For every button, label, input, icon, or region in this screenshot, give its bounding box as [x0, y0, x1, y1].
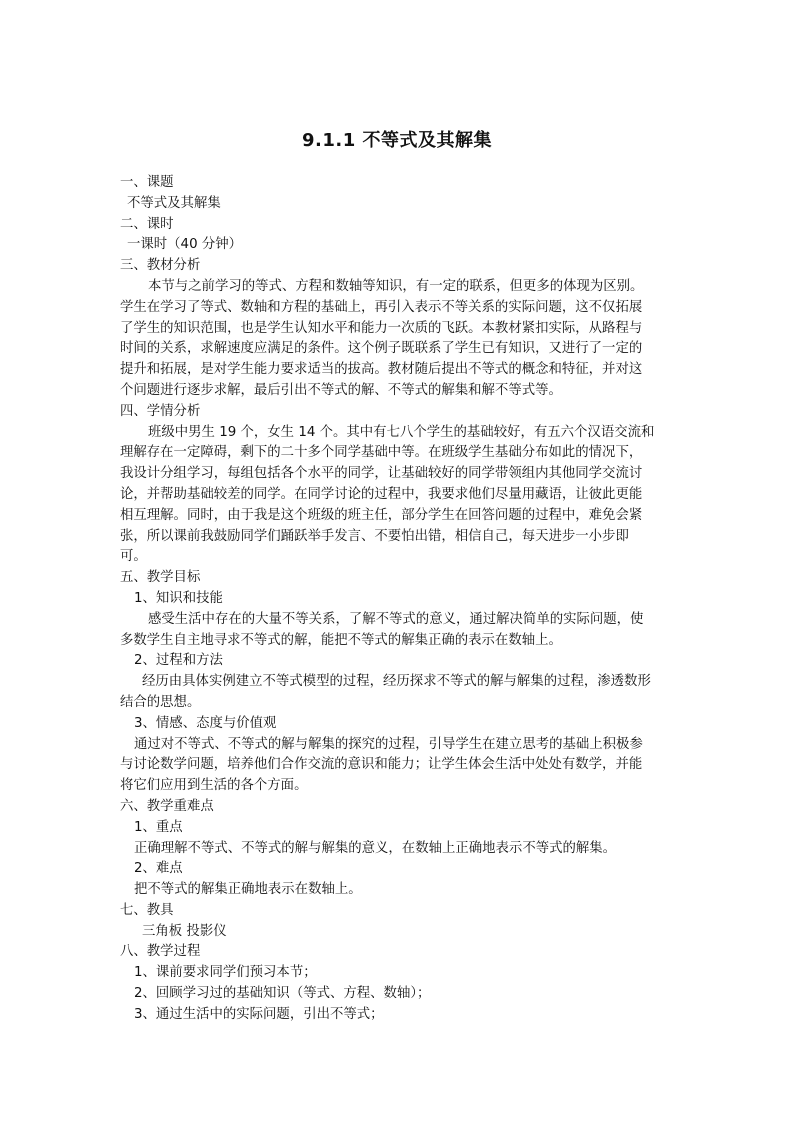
section-heading-objectives: 五、教学目标 — [120, 570, 201, 586]
paragraph-line: 理解存在一定障碍，剩下的二十多个同学基础中等。在班级学生基础分布如此的情况下， — [120, 445, 643, 461]
section-heading-textbook-analysis: 三、教材分析 — [120, 258, 201, 274]
paragraph-line: 班级中男生 19 个，女生 14 个。其中有七八个学生的基础较好，有五六个汉语交流和 — [148, 424, 655, 440]
section-heading-duration: 二、课时 — [120, 216, 174, 232]
paragraph-line: 本节与之前学习的等式、方程和数轴等知识，有一定的联系，但更多的体现为区别。 — [148, 278, 644, 294]
paragraph-line: 通过对不等式、不等式的解与解集的探究的过程，引导学生在建立思考的基础上积极参 — [134, 736, 643, 752]
paragraph-line: 将它们应用到生活的各个方面。 — [120, 778, 308, 794]
paragraph-line: 学生在学习了等式、数轴和方程的基础上，再引入表示不等关系的实际问题，这不仅拓展 — [120, 299, 643, 315]
paragraph-line: 多数学生自主地寻求不等式的解，能把不等式的解集正确的表示在数轴上。 — [120, 632, 562, 648]
section-heading-key-points: 六、教学重难点 — [120, 798, 214, 814]
paragraph-line: 把不等式的解集正确地表示在数轴上。 — [134, 882, 362, 898]
paragraph-line: 感受生活中存在的大量不等关系，了解不等式的意义，通过解决简单的实际问题，使 — [148, 611, 644, 627]
subheading-attitudes-values: 3、情感、态度与价值观 — [134, 715, 277, 731]
subheading-knowledge-skills: 1、知识和技能 — [134, 590, 223, 606]
paragraph-line: 与讨论数学问题，培养他们合作交流的意识和能力；让学生体会生活中处处有数学，并能 — [120, 757, 643, 773]
paragraph-line: 张，所以课前我鼓励同学们踊跃举手发言、不要怕出错，相信自己，每天进步一小步即 — [120, 528, 629, 544]
document-body — [120, 173, 672, 1026]
duration-text: 一课时（40 分钟） — [127, 237, 243, 253]
subheading-difficulty: 2、难点 — [134, 861, 183, 877]
paragraph-line: 正确理解不等式、不等式的解与解集的意义，在数轴上正确地表示不等式的解集。 — [134, 840, 617, 856]
paragraph-line: 时间的关系，求解速度应满足的条件。这个例子既联系了学生已有知识，又进行了一定的 — [120, 341, 643, 357]
list-item: 1、课前要求同学们预习本节； — [134, 965, 317, 981]
paragraph-line: 结合的思想。 — [120, 694, 201, 710]
paragraph-line: 经历由具体实例建立不等式模型的过程，经历探求不等式的解与解集的过程，渗透数形 — [142, 674, 651, 690]
topic-text: 不等式及其解集 — [127, 195, 221, 211]
paragraph-line: 个问题进行逐步求解，最后引出不等式的解、不等式的解集和解不等式等。 — [120, 382, 562, 398]
subheading-process-methods: 2、过程和方法 — [134, 653, 223, 669]
paragraph-line: 可。 — [120, 549, 147, 565]
section-heading-topic: 一、课题 — [120, 175, 174, 190]
paragraph-line: 相互理解。同时，由于我是这个班级的班主任，部分学生在回答问题的过程中，难免会紧 — [120, 507, 643, 523]
paragraph-line: 了学生的知识范围，也是学生认知水平和能力一次质的飞跃。本教材紧扣实际，从路程与 — [120, 320, 643, 336]
subheading-focus: 1、重点 — [134, 819, 183, 835]
section-heading-teaching-aids: 七、教具 — [120, 902, 174, 918]
paragraph-line: 论，并帮助基础较差的同学。在同学讨论的过程中，我要求他们尽量用藏语，让彼此更能 — [120, 486, 643, 502]
teaching-aids-text: 三角板 投影仪 — [142, 923, 227, 939]
paragraph-line: 提升和拓展，是对学生能力要求适当的拔高。教材随后提出不等式的概念和特征，并对这 — [120, 362, 643, 378]
list-item: 3、通过生活中的实际问题，引出不等式； — [134, 1006, 384, 1022]
section-heading-student-analysis: 四、学情分析 — [120, 403, 201, 419]
list-item: 2、回顾学习过的基础知识（等式、方程、数轴）； — [134, 986, 431, 1002]
section-heading-teaching-process: 八、教学过程 — [120, 944, 201, 960]
page-title: 9.1.1 不等式及其解集 — [301, 130, 492, 151]
paragraph-line: 我设计分组学习，每组包括各个水平的同学，让基础较好的同学带领组内其他同学交流讨 — [120, 466, 643, 482]
